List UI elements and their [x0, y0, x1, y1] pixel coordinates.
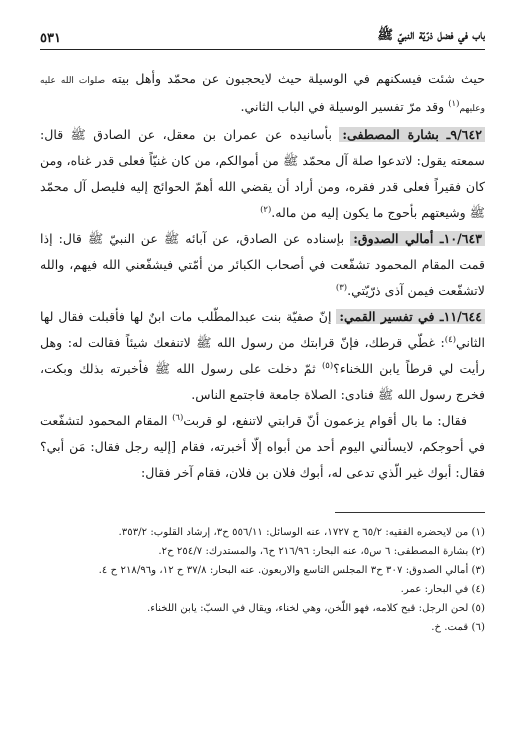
text-segment: حيث شئت فيسكنهم في الوسيلة حيث لايحجبون عن محمّد وأهل بيته — [111, 71, 485, 86]
book-page — [40, 22, 485, 722]
text-segment: بأسانيده عن عمران بن معقل، عن الصادق ﷺ قال: سمعته يقول: لاتدعوا صلة آل محمّد ﷺ من أموالكم، من كان غنيّاً فعلى قدر غناه، ومن كان فقيراً فعلى قدر فقره، ومن أراد أن يقضي الله أهمّ الحوائج إليه فليصل آل محمّد ﷺ وشيعتهم بأحوج ما يكون إليه من ماله. — [40, 127, 485, 220]
text-segment: إنّ صفيّة بنت عبدالمطّلب مات ابنٌ لها فأقبلت فقال لها الثاني — [40, 309, 486, 350]
hadith-source: ـ أمالي الصدوق: — [353, 231, 444, 246]
hadith-heading — [336, 309, 485, 324]
footnote-item: (٣) أمالي الصدوق: ٣٠٧ ح٣ المجلس التاسع والاربعون. عنه البحار: ٣٧/٨ ح ١٢، و٢١٨/٩٦ ح ٤. — [98, 565, 485, 576]
footnote-item: (٢) بشارة المصطفى: ٦ س٥، عنه البحار: ٢١٦/٩٦ ح٦، والمستدرك: ٢٥٤/٧ ح٢. — [158, 546, 485, 557]
text-segment: ثمّ دخلت على رسول الله ﷺ فأخبرته بذلك وبكت، فخرج رسول الله ﷺ فنادى: الصلاة جامعة فاجتمع الناس. — [40, 361, 485, 402]
text-segment: : غطّي قرطك، فإنّ قرابتك من رسول الله ﷺ لاتنفعك شيئاً فقالت له: وهل رأيت لي قرطاً يابن اللخناء؟ — [40, 335, 485, 376]
paragraph-5 — [40, 408, 485, 486]
footnote-item: (٥) لحن الرجل: قبح كلامه، فهو اللّخن، وهي لخناء، ويقال في السبّ: يابن اللخناء. — [147, 603, 485, 614]
text-segment: وقد مرّ تفسير الوسيلة في الباب الثاني. — [240, 99, 445, 114]
hadith-heading — [350, 231, 485, 246]
hadith-number: ١٠/٦٤٣ — [443, 231, 482, 246]
text-segment: المقام المحمود لتشفّعت في أحوجكم، لايسألني اليوم أحد من أبواه إلّا أخبرته، فقام [إليه رجل فقال: مَن أبي؟ فقال: أبوك غير الّذي تدعى له، أبوك فلان بن فلان، فقام آخر فقال: — [40, 413, 485, 480]
running-header — [40, 22, 485, 50]
honorific-small: صلوات الله عليه وعليهم — [40, 76, 485, 114]
footnote-ref: (٢) — [260, 204, 272, 215]
footnote-item: (٦) قمت. خ. — [431, 622, 485, 633]
footnote-ref: (٣) — [335, 282, 348, 293]
main-text — [40, 66, 485, 486]
footnote-item: (١) من لايحضره الفقيه: ٦٥/٢ ح ١٧٢٧، عنه الوسائل: ٥٥٦/١١ ح٣، إرشاد القلوب: ٣٥٣/٢. — [118, 527, 485, 538]
paragraph-2 — [40, 122, 485, 226]
footnote-ref: (٦) — [172, 412, 184, 423]
footnote-ref: (١) — [448, 98, 460, 109]
text-segment: بإسناده عن الصادق، عن آبائه ﷺ عن النبيّ ﷺ قال: إذا قمت المقام المحمود تشفّعت في أصحاب الكبائر من أمّتي فيشفّعني الله فيهم، والله لاتشفّعت فيمن آذى ذرّيّتي. — [40, 231, 485, 298]
footnote-separator — [335, 512, 485, 513]
paragraph-3 — [40, 226, 485, 304]
hadith-heading — [339, 127, 485, 142]
footnote-item: (٤) في البحار: عمر. — [400, 584, 485, 595]
page-number: ٥٣١ — [40, 31, 61, 46]
hadith-number: ٩/٦٤٢ — [450, 127, 482, 142]
footnote-ref: (٥) — [321, 360, 334, 371]
text-segment: فقال: ما بال أقوام يزعمون أنّ قرابتي لاتنفع، لو قربت — [183, 413, 467, 428]
footnote-ref: (٤) — [444, 334, 457, 345]
hadith-source: ـ في تفسير القمي: — [339, 309, 444, 324]
footnotes — [40, 523, 485, 637]
hadith-number: ١١/٦٤٤ — [443, 309, 482, 324]
paragraph-4 — [40, 304, 485, 408]
hadith-source: ـ بشارة المصطفى: — [342, 127, 451, 142]
paragraph-1 — [40, 66, 485, 122]
chapter-title: باب في فضل ذرّيّة النبيّ ﷺ — [377, 28, 485, 43]
